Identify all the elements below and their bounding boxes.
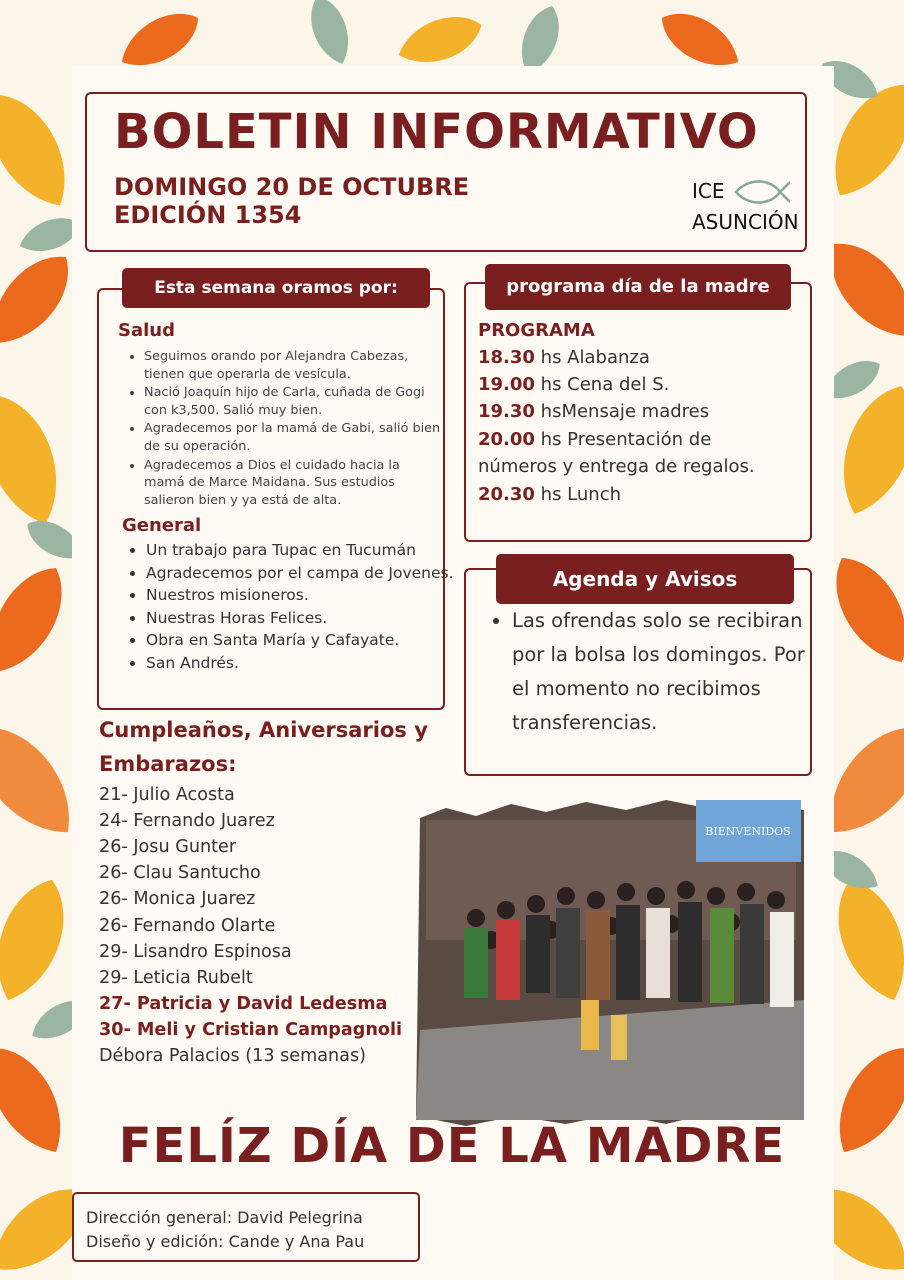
birthday-item: 26- Fernando Olarte — [99, 916, 276, 936]
programa-item: 18.30 hs Alabanza — [478, 347, 650, 368]
bulletin-date: DOMINGO 20 DE OCTUBRE — [114, 173, 470, 201]
programa-item: 20.30 hs Lunch — [478, 484, 621, 505]
agenda-heading: Agenda y Avisos — [496, 554, 794, 604]
list-item: • Las ofrendas solo se recibiran por la bolsa los domingos. Por el momento no recibimos transferencias. — [512, 604, 822, 740]
general-list — [122, 539, 461, 675]
salud-list — [120, 348, 444, 511]
programa-item: 19.00 hs Cena del S. — [478, 374, 670, 395]
list-item: • Nuestras Horas Felices. — [146, 607, 461, 630]
birthday-item: 26- Josu Gunter — [99, 837, 237, 857]
birthday-item: 29- Lisandro Espinosa — [99, 942, 292, 962]
general-heading: General — [122, 515, 202, 536]
list-item: • Agradecemos a Dios el cuidado hacia la mamá de Marce Maidana. Sus estudios salieron bien y ya está de alta. — [144, 457, 444, 510]
list-item: • Obra en Santa María y Cafayate. — [146, 629, 461, 652]
programa-item: números y entrega de regalos. — [478, 456, 755, 477]
list-item: • Seguimos orando por Alejandra Cabezas, tienen que operarla de vesícula. — [144, 348, 444, 384]
programa-item: 20.00 hs Presentación de — [478, 429, 712, 450]
bulletin-edition: EDICIÓN 1354 — [114, 201, 302, 229]
logo-text-top: ICE — [692, 179, 725, 203]
ice-asuncion-logo — [690, 176, 799, 238]
logo-text-bottom: ASUNCIÓN — [692, 210, 799, 234]
list-item: • Un trabajo para Tupac en Tucumán — [146, 539, 461, 562]
birthday-item: 27- Patricia y David Ledesma — [99, 994, 388, 1014]
salud-heading: Salud — [118, 320, 175, 341]
programa-heading: programa día de la madre — [485, 264, 791, 310]
list-item: • San Andrés. — [146, 652, 461, 675]
fish-icon — [734, 178, 790, 206]
credit-direction: Dirección general: David Pelegrina — [86, 1208, 363, 1227]
welcome-screen-text: BIENVENIDOS — [705, 825, 791, 838]
programa-subheading: PROGRAMA — [478, 320, 595, 341]
programa-item: 19.30 hsMensaje madres — [478, 401, 710, 422]
birthday-item: 24- Fernando Juarez — [99, 811, 275, 831]
credit-design: Diseño y edición: Cande y Ana Pau — [86, 1232, 365, 1251]
birthday-item: 29- Leticia Rubelt — [99, 968, 253, 988]
birthday-item: 26- Clau Santucho — [99, 863, 261, 883]
agenda-list — [488, 604, 822, 740]
bulletin-title: BOLETIN INFORMATIVO — [114, 104, 759, 160]
credits-box — [72, 1192, 420, 1262]
list-item: • Nuestros misioneros. — [146, 584, 461, 607]
birthday-item: 30- Meli y Cristian Campagnoli — [99, 1020, 403, 1040]
birthday-item: 21- Julio Acosta — [99, 785, 235, 805]
list-item: • Agradecemos por la mamá de Gabi, salió bien de su operación. — [144, 420, 444, 456]
list-item: • Agradecemos por el campa de Jovenes. — [146, 562, 461, 585]
footer-title: FELÍZ DÍA DE LA MADRE — [118, 1118, 786, 1174]
birthday-item: 26- Monica Juarez — [99, 889, 256, 909]
group-photo — [416, 800, 804, 1126]
birthdays-heading: Cumpleaños, Aniversarios y Embarazos: — [99, 718, 428, 776]
birthday-item: Débora Palacios (13 semanas) — [99, 1046, 366, 1066]
prayer-heading: Esta semana oramos por: — [122, 268, 430, 308]
list-item: • Nació Joaquín hijo de Carla, cuñada de Gogi con k3,500. Salió muy bien. — [144, 384, 444, 420]
